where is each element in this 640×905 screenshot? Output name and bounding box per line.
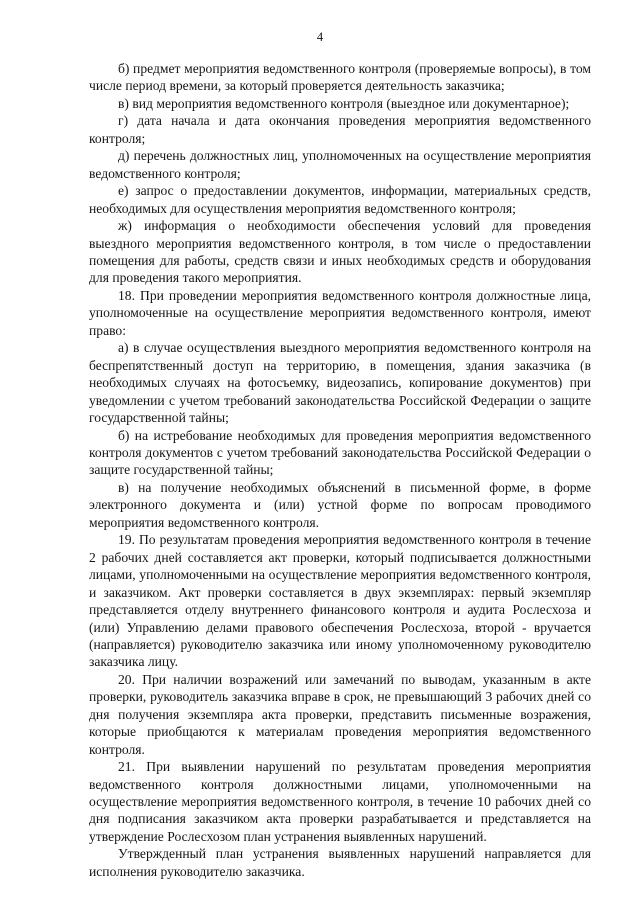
page-number: 4 — [316, 30, 324, 44]
paragraph-20: 20. При наличии возражений или замечаний по выводам, указанным в акте проверки, руководитель заказчика вправе в срок, не превышающий 3 рабочих дней со дня получения экземпляра акта проверки, представить письменные возражения, которые приобщаются к материалам проведения мероприятия ведомственного контроля. — [89, 671, 591, 757]
paragraph-18-a: а) в случае осуществления выездного мероприятия ведомственного контроля на беспрепятственный доступ на территорию, в помещения, здания заказчика (в необходимых случаях на фотосъемку, видеозапись, копирование документов) при уведомлении с учетом требований законодательства Российской Федерации о защите государственной тайны; — [89, 340, 591, 426]
paragraph-18: 18. При проведении мероприятия ведомственного контроля должностные лица, уполномоченные на осуществление мероприятия ведомственного контроля, имеют право: — [89, 287, 591, 338]
paragraph-19: 19. По результатам проведения мероприятия ведомственного контроля в течение 2 рабочих дней составляется акт проверки, который подписывается должностными лицами, уполномоченными на осуществление мероприятия ведомственного контроля, и заказчиком. Акт проверки составляется в двух экземплярах: первый экземпляр представляется отделу внутреннего финансового контроля и аудита Рослесхоза и (или) Управлению делами правового обеспечения Рослесхоза, второй - вручается (направляется) руководителю заказчика или иному уполномоченному руководителю заказчика лицу. — [89, 532, 591, 670]
paragraph-item-zh: ж) информация о необходимости обеспечения условий для проведения выездного мероприятия ведомственного контроля, в том числе о предоставлении помещения для работы, средств связи и иных необходимых средств и оборудования для проведения такого мероприятия. — [89, 218, 591, 286]
paragraph-item-b: б) предмет мероприятия ведомственного контроля (проверяемые вопросы), в том числе период времени, за который проверяется деятельность заказчика; — [89, 61, 591, 94]
paragraph-item-v: в) вид мероприятия ведомственного контроля (выездное или документарное); — [118, 95, 570, 111]
paragraph-18-v: в) на получение необходимых объяснений в письменной форме, в форме электронного документа и (или) устной форме по вопросам проводимого мероприятия ведомственного контроля. — [89, 479, 591, 530]
paragraph-21: 21. При выявлении нарушений по результатам проведения мероприятия ведомственного контроля должностными лицами, уполномоченными на осуществление мероприятия ведомственного контроля, в течение 10 рабочих дней со дня подписания заказчиком акта проверки разрабатывается и представляется на утверждение Рослесхозом план устранения выявленных нарушений. — [89, 759, 591, 844]
paragraph-item-g: г) дата начала и дата окончания проведения мероприятия ведомственного контроля; — [89, 113, 591, 146]
paragraph-18-b: б) на истребование необходимых для проведения мероприятия ведомственного контроля документов с учетом требований законодательства Российской Федерации о защите государственной тайны; — [89, 427, 591, 478]
document-body — [89, 60, 591, 880]
paragraph-final: Утвержденный план устранения выявленных нарушений направляется для исполнения руководителю заказчика. — [89, 846, 591, 879]
paragraph-item-d: д) перечень должностных лиц, уполномоченных на осуществление мероприятия ведомственного контроля; — [89, 148, 591, 181]
paragraph-item-e: е) запрос о предоставлении документов, информации, материальных средств, необходимых для осуществления мероприятия ведомственного контроля; — [89, 183, 591, 216]
